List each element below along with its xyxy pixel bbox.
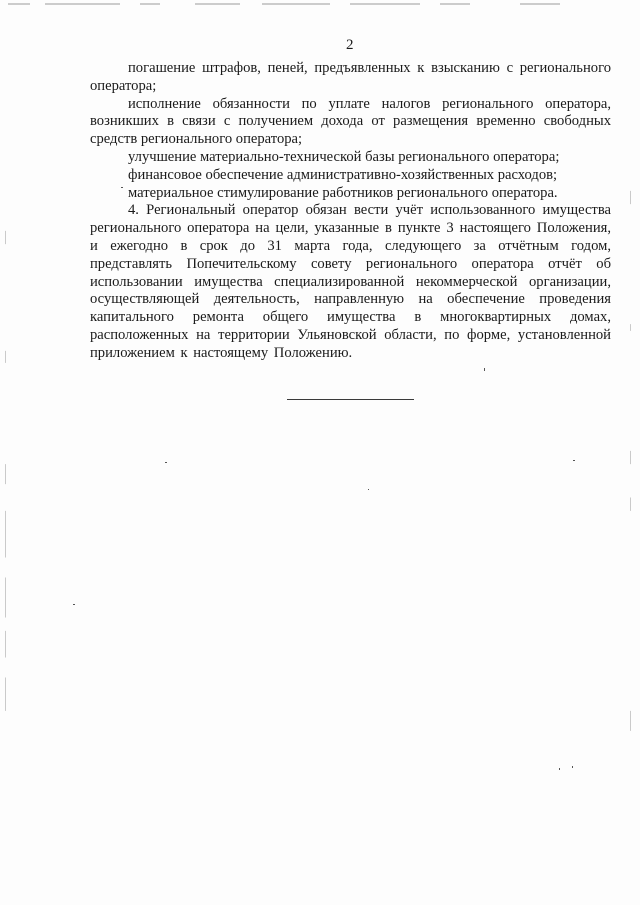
document-body	[90, 60, 611, 363]
paragraph-admin-expenses: финансовое обеспечение административно-хозяйственных расходов;	[128, 166, 558, 183]
closing-separator-line	[287, 399, 414, 400]
paragraph-taxes: исполнение обязанности по уплате налогов регионального оператора, возникших в связи с получением дохода от размещения временно свободных средств регионального оператора;	[90, 95, 611, 148]
scan-speck	[573, 460, 575, 461]
page-number: 2	[346, 37, 354, 53]
paragraph-staff-incentives: материальное стимулирование работников регионального оператора.	[128, 184, 558, 201]
scan-speck	[559, 768, 560, 770]
scan-speck	[572, 766, 573, 768]
paragraph-clause-4: 4. Региональный оператор обязан вести учёт использованного имущества регионального оператора на цели, указанные в пункте 3 настоящего Положения, и ежегодно в срок до 31 марта года, следующего за отчётным годом, представлять Попечительскому совету регионального оператора отчёт об использовании имущества специализированной некоммерческой организации, осуществляющей деятельность, направленную на обеспечение проведения капитального ремонта общего имущества в многоквартирных домах, расположенных на территории Ульяновской области, по форме, установленной приложением к настоящему Положению.	[90, 202, 611, 361]
scan-speck	[165, 462, 167, 463]
scan-right-edge-noise	[630, 0, 632, 905]
scan-speck	[73, 604, 75, 605]
paragraph-material-base: улучшение материально-технической базы регионального оператора;	[128, 148, 560, 165]
scan-left-edge-noise	[5, 0, 7, 905]
scan-speck	[121, 187, 123, 188]
scan-top-edge-noise	[0, 0, 640, 8]
paragraph-fines: погашение штрафов, пеней, предъявленных к взысканию с регионального оператора;	[90, 60, 611, 94]
scan-speck	[484, 368, 485, 371]
scan-speck	[368, 489, 369, 490]
